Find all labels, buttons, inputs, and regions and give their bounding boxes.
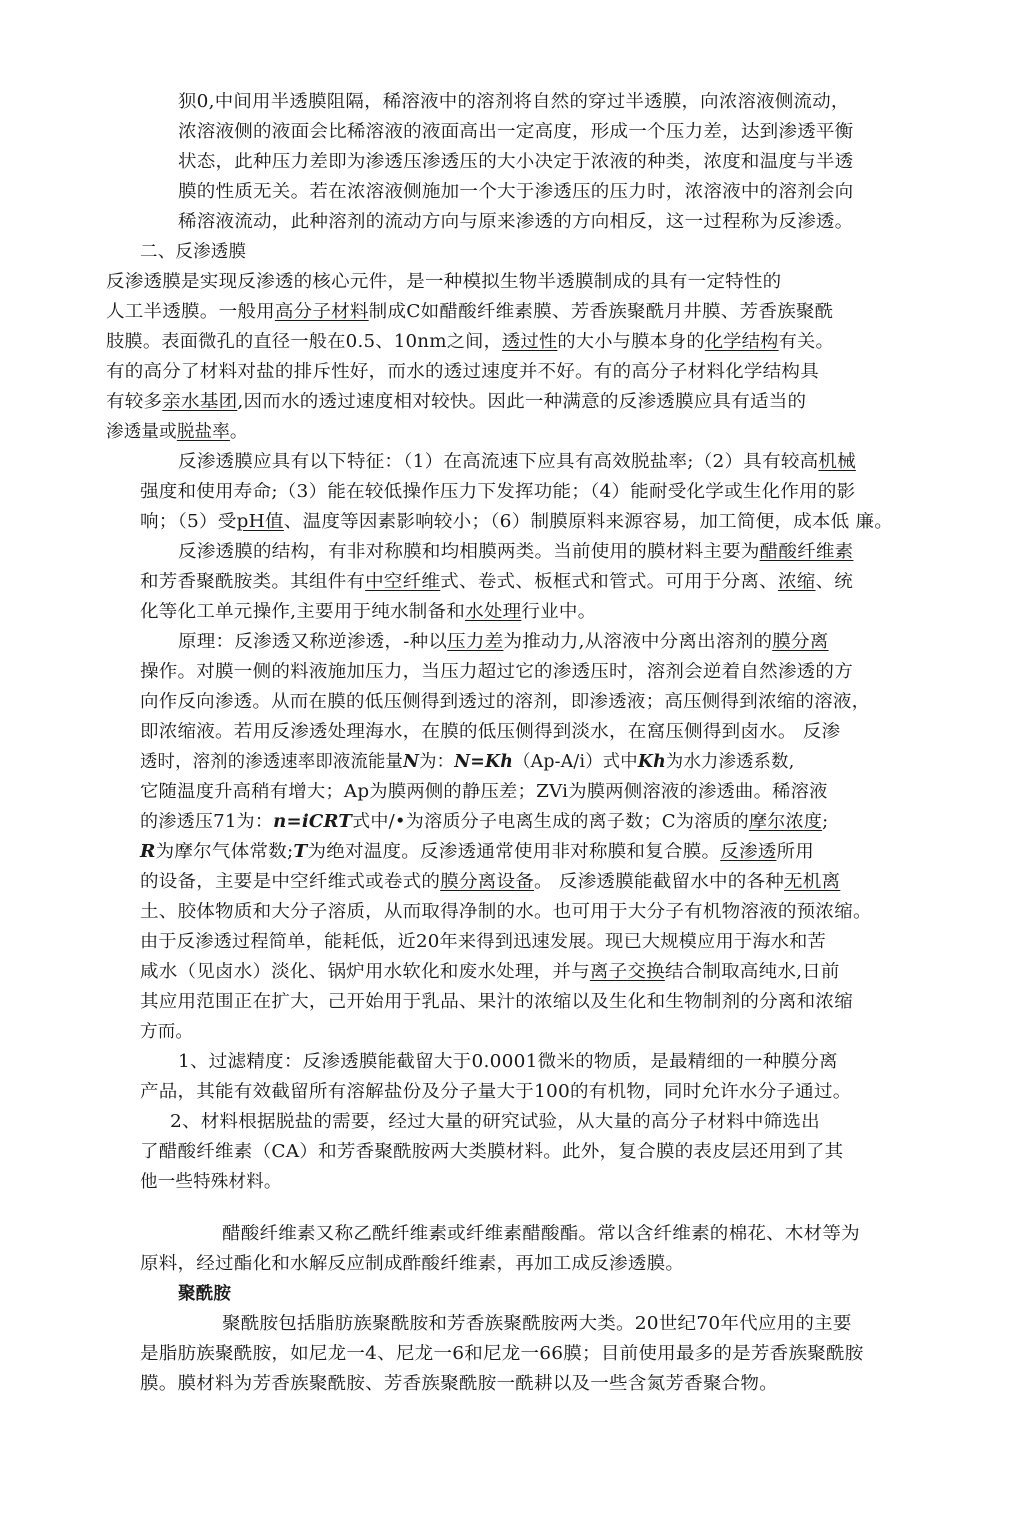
text-segment: 透时，溶剂的渗透速率即液流能量	[140, 752, 404, 772]
text-segment: 由于反渗透过程简单，能耗低，近20年来得到迅速发展。现已大规模应用于海水和苦	[140, 932, 826, 952]
text-segment: 咸水（见卤水）淡化、锅炉用水软化和废水处理，并与	[140, 962, 590, 982]
text-line	[140, 1372, 778, 1396]
underlined-term: 亲水基团	[162, 392, 238, 412]
text-line	[106, 300, 833, 324]
underlined-term: 膜分离	[772, 632, 829, 652]
formula-symbol: N	[403, 752, 420, 772]
text-line	[140, 510, 893, 534]
text-segment: 的渗透压71为：	[140, 812, 274, 832]
text-segment: 方而。	[140, 1022, 194, 1042]
text-line	[140, 990, 853, 1014]
text-segment: 渗透量或	[106, 422, 177, 442]
underlined-term: 醋酸纤维素	[759, 542, 854, 562]
text-segment: 原理：反渗透又称逆渗透，-种以	[178, 632, 448, 652]
text-segment: 响；（5）受	[140, 512, 237, 532]
text-segment: 浓溶液侧的液面会比稀溶液的液面高出一定高度，形成一个压力差，达到渗透平衡	[178, 122, 854, 142]
text-line	[140, 570, 853, 594]
underlined-term: 机械	[818, 452, 856, 472]
text-segment: 操作。对膜一侧的料液施加压力，当压力超过它的渗透压时，溶剂会逆着自然渗透的方	[140, 662, 853, 682]
underlined-term: 离子交换	[589, 962, 665, 982]
text-segment: 人工半透膜。一般用	[106, 302, 275, 322]
text-segment: 制成C如醋酸纤维素膜、芳香族聚酰月井膜、芳香族聚酰	[368, 302, 834, 322]
underlined-term: 摩尔浓度	[748, 812, 823, 832]
text-line	[140, 810, 828, 834]
text-segment: 膜的性质无关。若在浓溶液侧施加一个大于渗透压的压力时，浓溶液中的溶剂会向	[178, 182, 854, 202]
text-line	[106, 360, 819, 384]
text-segment: 反渗透膜应具有以下特征：（1）在高流速下应具有高效脱盐率;（2）具有较高	[178, 452, 819, 472]
text-line	[178, 90, 850, 114]
text-segment: 向作反向渗透。从而在膜的低压侧得到透过的溶剂，即渗透液；高压侧得到浓缩的溶液，	[140, 692, 871, 712]
underlined-term: 水处理	[465, 602, 522, 622]
text-segment: 行业中。	[521, 602, 597, 622]
underlined-term: 中空纤维	[365, 572, 441, 592]
text-line	[140, 1252, 684, 1276]
text-segment: 式中/•为溶质分子电离生成的离子数；C为溶质的	[352, 812, 749, 832]
text-segment: 结合制取高纯水,日前	[664, 962, 840, 982]
text-segment: 土、胶体物质和大分子溶质，从而取得净制的水。也可用于大分子有机物溶液的预浓缩。	[140, 902, 872, 922]
text-segment: 、温度等因素影响较小；（6）制膜原料来源容易，加工简便，成本低 廉。	[283, 512, 894, 532]
text-line	[140, 1140, 843, 1164]
underlined-term: 膜分离设备	[440, 872, 535, 892]
underlined-term: 化学结构	[704, 332, 779, 352]
formula-symbol: n=iCRT	[273, 812, 353, 832]
text-segment: 狈0,中间用半透膜阻隔，稀溶液中的溶剂将自然的穿过半透膜，向浓溶液侧流动，	[178, 92, 850, 112]
text-line	[140, 660, 853, 684]
text-line	[178, 630, 829, 654]
text-line	[106, 420, 248, 444]
text-line	[140, 780, 828, 804]
text-segment: 。 反渗透膜能截留水中的各种	[534, 872, 785, 892]
text-segment: 所用	[776, 842, 815, 862]
text-line	[178, 120, 853, 144]
text-segment: 的设备，主要是中空纤维式或卷式的	[140, 872, 441, 892]
text-segment: 状态，此种压力差即为渗透压渗透压的大小决定于浓液的种类，浓度和温度与半透	[178, 152, 854, 172]
underlined-term: 透过性	[502, 332, 558, 352]
text-line	[222, 1222, 860, 1246]
text-segment: 为绝对温度。反渗透通常使用非对称膜和复合膜。	[307, 842, 721, 862]
text-segment: 的大小与膜本身的	[557, 332, 705, 352]
text-segment: 原料，经过酯化和水解反应制成酢酸纤维素，再加工成反渗透膜。	[140, 1254, 685, 1274]
formula-symbol: T	[293, 842, 308, 862]
text-segment: 为推动力,从溶液中分离出溶剂的	[503, 632, 773, 652]
text-segment: 他一些特殊材料。	[140, 1172, 282, 1192]
text-segment: 聚酰胺包括脂肪族聚酰胺和芳香族聚酰胺两大类。20世纪70年代应用的主要	[222, 1314, 852, 1334]
text-line	[170, 1110, 820, 1134]
text-line	[140, 1080, 851, 1104]
text-segment: 为摩尔气体常数;	[155, 842, 294, 862]
formula-symbol: Kh	[637, 752, 666, 772]
text-line	[178, 210, 853, 234]
text-segment: 有关。	[778, 332, 834, 352]
section-heading: 聚酰胺	[178, 1284, 232, 1304]
text-segment: 它随温度升高稍有增大；Ap为膜两侧的静压差；ZVi为膜两侧溶液的渗透曲。稀溶液	[140, 782, 828, 802]
text-line	[178, 150, 853, 174]
underlined-term: 浓缩	[777, 572, 816, 592]
text-segment: 是脂肪族聚酰胺，如尼龙一4、尼龙一6和尼龙一66膜；目前使用最多的是芳香族聚酰胺	[140, 1344, 864, 1364]
text-segment: 为：	[419, 752, 455, 772]
text-line	[178, 450, 856, 474]
text-segment: ,因而水的透过速度相对较快。因此一种满意的反渗透膜应具有适当的	[237, 392, 807, 412]
text-line	[222, 1312, 852, 1336]
text-segment: 稀溶液流动，此种溶剂的流动方向与原来渗透的方向相反，这一过程称为反渗透。	[178, 212, 854, 232]
text-segment: 有较多	[106, 392, 163, 412]
text-line	[140, 480, 855, 504]
text-segment: 2、材料根据脱盐的需要，经过大量的研究试验，从大量的高分子材料中筛选出	[170, 1112, 820, 1132]
underlined-term: 脱盐率	[176, 422, 230, 442]
text-line	[140, 600, 596, 624]
formula-symbol: R	[140, 842, 156, 862]
text-line	[140, 690, 870, 714]
text-segment: 膜。膜材料为芳香族聚酰胺、芳香族聚酰胺一酰耕以及一些含氮芳香聚合物。	[140, 1374, 778, 1394]
underlined-term: 压力差	[447, 632, 504, 652]
text-segment: 反渗透膜是实现反渗透的核心元件，是一种模拟生物半透膜制成的具有一定特性的	[106, 272, 782, 292]
text-line	[106, 390, 806, 414]
text-segment: 。	[229, 422, 248, 442]
text-segment: 、统	[815, 572, 853, 592]
text-segment: 和芳香聚酰胺类。其组件有	[140, 572, 366, 592]
text-segment: 化等化工单元操作,主要用于纯水制备和	[140, 602, 466, 622]
underlined-term: pH值	[236, 512, 284, 532]
text-segment: 即浓缩液。若用反渗透处理海水，在膜的低压侧得到淡水，在窩压侧得到卤水。 反渗	[140, 722, 841, 742]
text-segment: 二、反渗透膜	[140, 242, 247, 262]
text-line	[178, 1282, 231, 1306]
formula-symbol: N=Kh	[454, 752, 514, 772]
text-line	[140, 960, 840, 984]
text-segment: 1、过滤精度：反渗透膜能截留大于0.0001微米的物质，是最精细的一种膜分离	[178, 1052, 838, 1072]
underlined-term: 反渗透	[720, 842, 777, 862]
text-line	[140, 720, 840, 744]
text-line	[140, 840, 814, 864]
text-line	[140, 750, 794, 774]
text-line	[106, 270, 781, 294]
text-line	[140, 1170, 282, 1194]
text-line	[140, 1342, 863, 1366]
text-line	[140, 240, 246, 264]
text-segment: 其应用范围正在扩大，己开始用于乳品、果汁的浓缩以及生化和生物制剂的分离和浓缩	[140, 992, 853, 1012]
text-segment: 反渗透膜的结构，有非对称膜和均相膜两类。当前使用的膜材料主要为	[178, 542, 760, 562]
text-segment: 为水力渗透系数,	[665, 752, 795, 772]
text-line	[140, 870, 840, 894]
text-line	[140, 930, 826, 954]
text-segment: 了醋酸纤维素（CA）和芳香聚酰胺两大类膜材料。此外，复合膜的表皮层还用到了其	[140, 1142, 844, 1162]
text-segment: 有的高分了材料对盐的排斥性好，而水的透过速度并不好。有的高分子材料化学结构具	[106, 362, 819, 382]
text-segment: 产品，其能有效截留所有溶解盐份及分子量大于100的有机物，同时允许水分子通过。	[140, 1082, 852, 1102]
text-segment: 醋酸纤维素又称乙酰纤维素或纤维素醋酸酯。常以含纤维素的棉花、木材等为	[222, 1224, 860, 1244]
text-segment: 强度和使用寿命;（3）能在较低操作压力下发挥功能；（4）能耐受化学或生化作用的影	[140, 482, 856, 502]
text-line	[140, 1020, 193, 1044]
text-line	[178, 180, 853, 204]
text-line	[178, 540, 853, 564]
text-segment: ;	[822, 812, 829, 832]
underlined-term: 高分子材料	[274, 302, 369, 322]
text-segment: 肢膜。表面微孔的直径一般在0.5、10nm之间，	[106, 332, 503, 352]
underlined-term: 无机离	[784, 872, 841, 892]
text-line	[106, 330, 834, 354]
text-line	[140, 900, 872, 924]
text-segment: （Ap-A/i）式中	[513, 752, 638, 772]
text-line	[178, 1050, 838, 1074]
text-segment: 式、卷式、板框式和管式。可用于分离、	[440, 572, 778, 592]
